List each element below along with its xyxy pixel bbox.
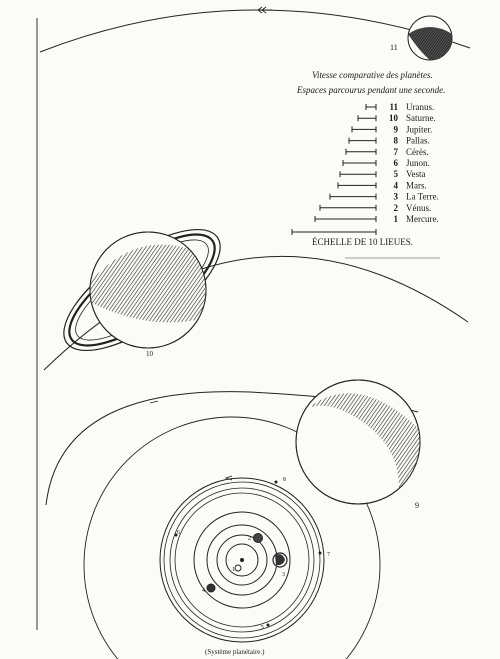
junon-number: 6: [177, 530, 180, 536]
legend-name-7: Cérès.: [406, 146, 429, 157]
uranus-planet: [408, 16, 452, 60]
pallas-number: 8: [283, 477, 286, 483]
legend-bar-3: [330, 194, 376, 200]
pallas-planet: [275, 481, 278, 484]
legend-name-4: Mars.: [406, 180, 427, 191]
legend-rows: [315, 102, 439, 224]
jupiter-orbit-tick: [150, 401, 158, 403]
vesta-planet: [267, 624, 270, 627]
legend-name-5: Vesta: [406, 169, 426, 180]
earth-planet: [273, 553, 287, 567]
legend-bar-9: [352, 126, 376, 132]
saturn-number: 10: [146, 350, 153, 358]
legend-bar-6: [343, 160, 376, 166]
legend-bar-5: [340, 171, 376, 177]
scale-label: ÉCHELLE DE 10 LIEUES.: [312, 237, 413, 247]
legend-bar-1: [315, 216, 376, 222]
mars-number: 4: [202, 588, 205, 594]
legend-number-1: 1: [393, 214, 398, 224]
legend-number-10: 10: [389, 113, 398, 124]
jupiter-planet: [296, 380, 421, 504]
legend-number-4: 4: [393, 180, 398, 191]
ceres-planet: [319, 552, 322, 555]
orbit-arrow-uranus: [258, 7, 272, 13]
legend-number-7: 7: [393, 146, 398, 157]
legend-name-9: Jupiter.: [406, 124, 433, 135]
legend-number-2: 2: [393, 202, 398, 213]
venus-number: 2: [248, 536, 251, 542]
caption: (Système planétaire.): [205, 648, 265, 656]
legend-name-10: Saturne.: [406, 113, 436, 124]
mars-planet: [207, 584, 215, 592]
venus-planet: [254, 534, 263, 543]
legend-bar-8: [349, 138, 376, 144]
legend-bar-10: [358, 115, 376, 121]
legend-number-3: 3: [393, 191, 398, 202]
legend-name-11: Uranus.: [406, 102, 435, 112]
legend-bar-2: [320, 205, 376, 211]
legend-name-8: Pallas.: [406, 135, 430, 146]
legend-number-5: 5: [393, 169, 398, 180]
mercury-number: 1: [232, 567, 235, 573]
legend-bar-4: [338, 182, 376, 188]
legend-number-11: 11: [389, 102, 398, 112]
legend-bar-7: [346, 149, 376, 155]
legend-bar-11: [366, 104, 376, 110]
legend-title-line2: Espaces parcourus pendant une seconde.: [297, 85, 446, 95]
saturn-planet: [46, 208, 238, 373]
legend-name-1: Mercure.: [406, 214, 439, 224]
uranus-number: 11: [390, 43, 398, 52]
legend-number-9: 9: [393, 124, 398, 135]
earth-number: 3: [282, 572, 285, 578]
legend-name-2: Vénus.: [406, 202, 432, 213]
uranus-orbit: [40, 10, 470, 52]
legend-number-6: 6: [393, 158, 398, 168]
legend-name-3: La Terre.: [406, 191, 439, 202]
vesta-number: 5: [261, 625, 264, 631]
ceres-number: 7: [327, 552, 330, 558]
legend-title-line1: Vitesse comparative des planètes.: [312, 70, 433, 80]
scale-bar: [292, 229, 376, 235]
legend-name-6: Junon.: [406, 158, 430, 168]
legend-number-8: 8: [393, 135, 398, 146]
jupiter-number: 9: [415, 501, 419, 510]
sun: [240, 558, 244, 562]
mercury-planet: [235, 565, 241, 571]
